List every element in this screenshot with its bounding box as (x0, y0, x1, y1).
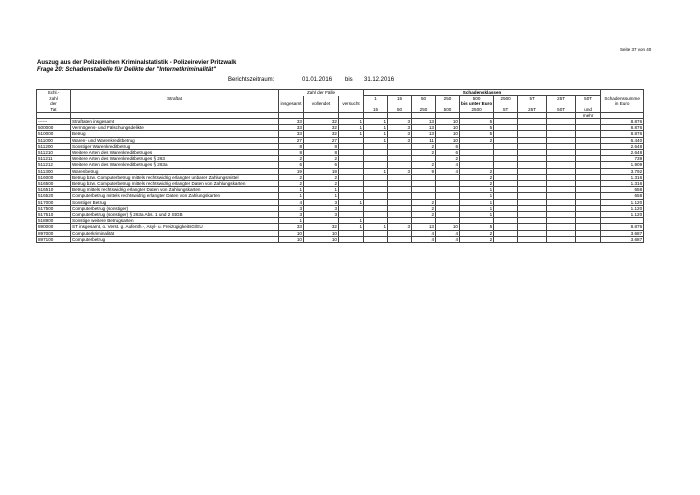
report-title: Auszug aus der Polizeilichen Kriminalstatistik - Polizeirevier Pritzwalk (37, 60, 237, 66)
row-key: 511212 (37, 162, 71, 168)
header-class-1-to: 15 (364, 107, 388, 113)
row-class-2: 3 (388, 118, 412, 124)
row-insgesamt: 8 (279, 143, 304, 149)
row-class-4: 4 (436, 162, 460, 168)
period-from: 01.01.2016 (302, 77, 333, 83)
row-vollendet: 3 (304, 199, 339, 205)
row-schadenssumme: 658 (601, 193, 644, 199)
header-schl: Schl.- (37, 90, 71, 96)
row-class-5: 5 (460, 224, 494, 230)
row-class-4: 10 (436, 224, 460, 230)
row-vollendet: 10 (304, 230, 339, 236)
row-key: 511211 (37, 156, 71, 162)
header-class-9-to: und (576, 107, 601, 113)
row-key: 897000 (37, 230, 71, 236)
row-label: Computerbetrug (71, 236, 279, 242)
row-class-1: 1 (364, 125, 388, 131)
row-versucht: 1 (339, 218, 364, 224)
header-class-9-from: 50T (576, 96, 601, 102)
header-bis-unter-euro: bis unter Euro (461, 101, 493, 107)
row-schadenssumme: 739 (601, 156, 644, 162)
header-insgesamt: insgesamt (279, 101, 304, 106)
row-vollendet: 6 (304, 162, 339, 168)
row-class-6 (494, 236, 518, 242)
row-class-5: 2 (460, 230, 494, 236)
row-label: Computerkriminalität (71, 230, 279, 236)
row-schadenssumme: 3.687 (601, 236, 644, 242)
row-label: Sonstige weitere Betrugsarten (71, 218, 279, 224)
page-number: Seite 37 von 40 (620, 47, 652, 52)
row-insgesamt: 19 (279, 168, 304, 174)
header-schl-tat: Tat (37, 107, 71, 113)
row-vollendet: 3 (304, 211, 339, 217)
row-key: 516500 (37, 180, 71, 186)
row-class-4: 6 (436, 149, 460, 155)
row-key: 516510 (37, 187, 71, 193)
header-class-5-to: 2500 (460, 107, 494, 113)
row-schadenssumme: 8.876 (601, 118, 644, 124)
row-insgesamt: 33 (279, 131, 304, 137)
row-vollendet: 3 (304, 205, 339, 211)
header-class-6-to: 5T (494, 107, 518, 113)
row-schadenssumme: 1.316 (601, 180, 644, 186)
row-class-4: 10 (436, 118, 460, 124)
row-class-3: 13 (412, 125, 436, 131)
row-class-4: 4 (436, 168, 460, 174)
row-insgesamt: 33 (279, 125, 304, 131)
row-label: Computerbetrug (sonstiger) § 263a Abs. 1 und 2 StGB (71, 211, 279, 217)
row-insgesamt: 8 (279, 149, 304, 155)
row-class-4: 10 (436, 131, 460, 137)
row-class-5: 1 (460, 211, 494, 217)
row-schadenssumme: 3.687 (601, 230, 644, 236)
row-class-5: 2 (460, 236, 494, 242)
row-schadenssumme: 2.648 (601, 149, 644, 155)
row-insgesamt: 33 (279, 118, 304, 124)
header-class-5-from: 500 (460, 96, 494, 102)
row-class-1 (364, 236, 388, 242)
row-class-8 (547, 236, 576, 242)
row-class-1: 1 (364, 137, 388, 143)
row-versucht: 1 (339, 118, 364, 124)
row-insgesamt: 2 (279, 156, 304, 162)
row-insgesamt: 10 (279, 236, 304, 242)
row-class-1: 1 (364, 224, 388, 230)
header-class-9-mehr: mehr (576, 112, 601, 118)
header-class-8-to: 50T (547, 107, 576, 113)
row-class-5: 5 (460, 118, 494, 124)
row-label: Betrug bzw. Computerbetrug mittels rechtswidrig erlangter unbarer Zahlungsmittel (71, 174, 279, 180)
row-key: 511200 (37, 143, 71, 149)
row-vollendet: 1 (304, 187, 339, 193)
row-class-5: 1 (460, 205, 494, 211)
row-schadenssumme: 3.792 (601, 168, 644, 174)
row-insgesamt: 10 (279, 230, 304, 236)
header-summe-unit: in Euro (601, 101, 644, 106)
row-class-5: 2 (460, 174, 494, 180)
row-schadenssumme: 8.876 (601, 224, 644, 230)
row-class-5: 1 (460, 187, 494, 193)
row-class-3: 2 (412, 205, 436, 211)
row-key: ------ (37, 118, 71, 124)
row-key: 517510 (37, 211, 71, 217)
row-vollendet: 10 (304, 236, 339, 242)
header-class-7-from: 5T (518, 96, 547, 102)
row-class-2: 3 (388, 125, 412, 131)
header-class-7-to: 25T (518, 107, 547, 113)
header-versucht: versucht (339, 101, 364, 106)
row-insgesamt: 27 (279, 137, 304, 143)
row-class-1: 1 (364, 131, 388, 137)
period-label: Berichtszeitraum: (228, 77, 275, 83)
row-schadenssumme: 1.120 (601, 205, 644, 211)
header-class-8-from: 25T (547, 96, 576, 102)
table-row (37, 236, 644, 242)
row-key: 517500 (37, 205, 71, 211)
row-label: Vermögens- und Fälschungsdelikte (71, 125, 279, 131)
row-label: Betrug (71, 131, 279, 137)
row-versucht: 1 (339, 131, 364, 137)
row-class-7 (518, 236, 547, 242)
header-summe: Schadenssumme (601, 96, 644, 102)
row-schadenssumme: 658 (601, 187, 644, 193)
row-key: 511000 (37, 137, 71, 143)
row-class-3: 2 (412, 149, 436, 155)
row-vollendet: 8 (304, 149, 339, 155)
row-class-5: 2 (460, 180, 494, 186)
row-class-5: 5 (460, 131, 494, 137)
row-key: 511210 (37, 149, 71, 155)
row-schadenssumme: 1.120 (601, 199, 644, 205)
row-insgesamt: 1 (279, 187, 304, 193)
table-body (37, 118, 644, 242)
row-class-3: 4 (412, 236, 436, 242)
row-class-5: 2 (460, 137, 494, 143)
row-class-2: 3 (388, 168, 412, 174)
row-vollendet: 8 (304, 143, 339, 149)
header-class-6-from: 2500 (494, 96, 518, 102)
row-class-2: 3 (388, 131, 412, 137)
row-key: 500000 (37, 125, 71, 131)
row-label: Betrug bzw. Computerbetrug mittels rechtswidrig erlangter Daten von Zahlungskarten (71, 180, 279, 186)
row-key: 518900 (37, 218, 71, 224)
row-label: Straftaten insgesamt (71, 118, 279, 124)
row-class-3: 2 (412, 199, 436, 205)
row-class-3: 2 (412, 211, 436, 217)
header-class-3-from: 50 (412, 96, 436, 102)
row-label: Weitere Arten des Warenkreditbetruges § 263 (71, 156, 279, 162)
row-class-5: 1 (460, 199, 494, 205)
row-key: 897100 (37, 236, 71, 242)
row-class-4: 6 (436, 143, 460, 149)
row-key: 510000 (37, 131, 71, 137)
row-vollendet: 32 (304, 125, 339, 131)
header-class-3-to: 250 (412, 107, 436, 113)
period-to: 31.12.2016 (364, 77, 395, 83)
row-schadenssumme: 8.876 (601, 131, 644, 137)
header-straftat: Straftat (71, 96, 279, 102)
row-key: 516520 (37, 193, 71, 199)
header-class-2-from: 15 (388, 96, 412, 102)
row-vollendet: 2 (304, 180, 339, 186)
period-separator: bis (345, 77, 353, 83)
row-key: 511300 (37, 168, 71, 174)
row-class-3: 13 (412, 131, 436, 137)
row-label: Waren- und Warenkreditbetrug (71, 137, 279, 143)
row-class-1: 1 (364, 168, 388, 174)
row-class-4: 10 (436, 125, 460, 131)
row-label: Computerbetrug (sonstiger) (71, 205, 279, 211)
row-insgesamt: 2 (279, 174, 304, 180)
row-versucht (339, 236, 364, 242)
header-class-4-to: 500 (436, 107, 460, 113)
row-vollendet: 27 (304, 137, 339, 143)
header-schl-der: der (37, 101, 71, 106)
row-class-2: 3 (388, 224, 412, 230)
row-insgesamt: 6 (279, 162, 304, 168)
row-class-2: 3 (388, 137, 412, 143)
row-class-3: 2 (412, 162, 436, 168)
row-insgesamt: 33 (279, 224, 304, 230)
row-versucht: 1 (339, 199, 364, 205)
header-schl-zahl: zahl (37, 96, 71, 102)
row-key: 890000 (37, 224, 71, 230)
header-class-2-to: 50 (388, 107, 412, 113)
row-vollendet: 19 (304, 168, 339, 174)
row-class-4: 4 (436, 230, 460, 236)
row-insgesamt: 3 (279, 205, 304, 211)
row-vollendet: 2 (304, 156, 339, 162)
row-class-5: 1 (460, 193, 494, 199)
row-schadenssumme: 6.440 (601, 137, 644, 143)
row-insgesamt: 2 (279, 180, 304, 186)
row-class-1: 1 (364, 118, 388, 124)
row-versucht: 1 (339, 125, 364, 131)
row-vollendet: 32 (304, 224, 339, 230)
damage-table (36, 89, 644, 243)
row-schadenssumme: 1.316 (601, 174, 644, 180)
row-class-4: 4 (436, 236, 460, 242)
row-label: Weitere Arten des Warenkreditbetruges (71, 149, 279, 155)
row-label: Sonstiger Betrug (71, 199, 279, 205)
row-insgesamt: 4 (279, 199, 304, 205)
row-vollendet: 2 (304, 174, 339, 180)
row-label: Betrug mittels rechtswidrig erlangter Daten von Zahlungskarten (71, 187, 279, 193)
row-class-3: 4 (412, 230, 436, 236)
header-class-1-from: 1 (364, 96, 388, 102)
row-schadenssumme: 2.648 (601, 143, 644, 149)
row-schadenssumme: 1.909 (601, 162, 644, 168)
report-subtitle: Frage 20: Schadenstabelle für Delikte der "Internetkriminalität" (37, 67, 217, 73)
row-insgesamt: 3 (279, 211, 304, 217)
row-class-9 (576, 236, 601, 242)
header-class-4-from: 250 (436, 96, 460, 102)
row-class-2 (388, 236, 412, 242)
row-schadenssumme: 8.876 (601, 125, 644, 131)
row-vollendet: 32 (304, 118, 339, 124)
row-class-3: 13 (412, 224, 436, 230)
header-schadensklassen: Schadensklassen (364, 90, 601, 96)
row-class-3: 9 (412, 168, 436, 174)
row-class-4: 10 (436, 137, 460, 143)
row-label: Computerbetrug mittels rechtswidrig erlangter Daten von Zahlungskarten (71, 193, 279, 199)
row-class-4: 2 (436, 156, 460, 162)
row-vollendet: 1 (304, 193, 339, 199)
row-label: Sonstiger Warenkreditbetrug (71, 143, 279, 149)
row-label: Warenbetrug (71, 168, 279, 174)
row-class-3: 2 (412, 143, 436, 149)
row-key: 516000 (37, 174, 71, 180)
row-key: 517000 (37, 199, 71, 205)
row-schadenssumme: 1.120 (601, 211, 644, 217)
row-vollendet: 32 (304, 131, 339, 137)
row-label: Weitere Arten des Warenkreditbetruges § 263a (71, 162, 279, 168)
row-class-5: 5 (460, 125, 494, 131)
header-vollendet: vollendet (304, 101, 339, 106)
row-versucht: 1 (339, 224, 364, 230)
row-insgesamt: 1 (279, 193, 304, 199)
row-label: ST insgesamt, o. Verst. g. Aufenth.-, Asyl- u. FreizügigkeitsG/EU (71, 224, 279, 230)
row-class-5: 2 (460, 168, 494, 174)
row-class-3: 13 (412, 118, 436, 124)
row-class-3: 11 (412, 137, 436, 143)
header-faelle: Zahl der Fälle (279, 90, 364, 96)
row-insgesamt: 1 (279, 218, 304, 224)
